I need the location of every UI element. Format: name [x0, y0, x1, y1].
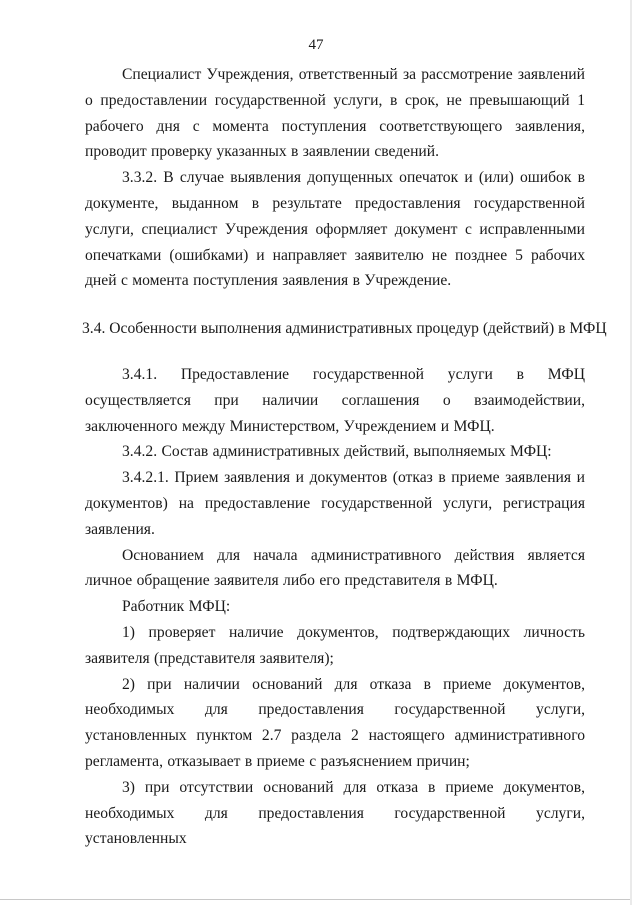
paragraph-specialist-review: Специалист Учреждения, ответственный за рассмотрение заявлений о предоставлении государственной услуги, в срок, не превышающий 1 рабочего дня с момента поступления соответствующего заявления, проводит проверку указанных в заявлении сведений. [85, 66, 585, 161]
scan-artifact-line [0, 899, 632, 900]
list-item-2: 2) при наличии оснований для отказа в приеме документов, необходимых для предоставления государственной услуги, установленных пунктом 2.7 раздела 2 настоящего административного регламента, отказывает в приеме с разъяснением причин; [85, 675, 585, 770]
paragraph-3-4-1: 3.4.1. Предоставление государственной услуги в МФЦ осуществляется при наличии соглашения о взаимодействии, заключенного между Министерством, Учреждением и МФЦ. [85, 365, 585, 435]
list-item-3: 3) при отсутствии оснований для отказа в приеме документов, необходимых для предоставления государственной услуги, установленных [85, 778, 585, 848]
paragraph-3-3-2: 3.3.2. В случае выявления допущенных опечаток и (или) ошибок в документе, выданном в результате предоставления государственной услуги, специалист Учреждения оформляет документ с исправленными опечатками (ошибками) и направляет заявителю не позднее 5 рабочих дней с момента поступления заявления в Учреждение. [85, 169, 585, 290]
paragraph-mfc-worker: Работник МФЦ: [122, 598, 231, 616]
list-item-1: 1) проверяет наличие документов, подтверждающих личность заявителя (представителя заявителя); [85, 623, 585, 667]
paragraph-3-4-2: 3.4.2. Состав административных действий, выполняемых МФЦ: [122, 443, 552, 461]
page-number: 47 [308, 37, 324, 53]
paragraph-basis: Основанием для начала административного действия является личное обращение заявителя либо его представителя в МФЦ. [85, 546, 585, 590]
document-body [82, 62, 607, 852]
section-heading-3-4: 3.4. Особенности выполнения административных процедур (действий) в МФЦ [82, 320, 607, 338]
paragraph-3-4-2-1: 3.4.2.1. Прием заявления и документов (отказ в приеме заявления и документов) на предоставление государственной услуги, регистрация заявления. [85, 469, 585, 538]
